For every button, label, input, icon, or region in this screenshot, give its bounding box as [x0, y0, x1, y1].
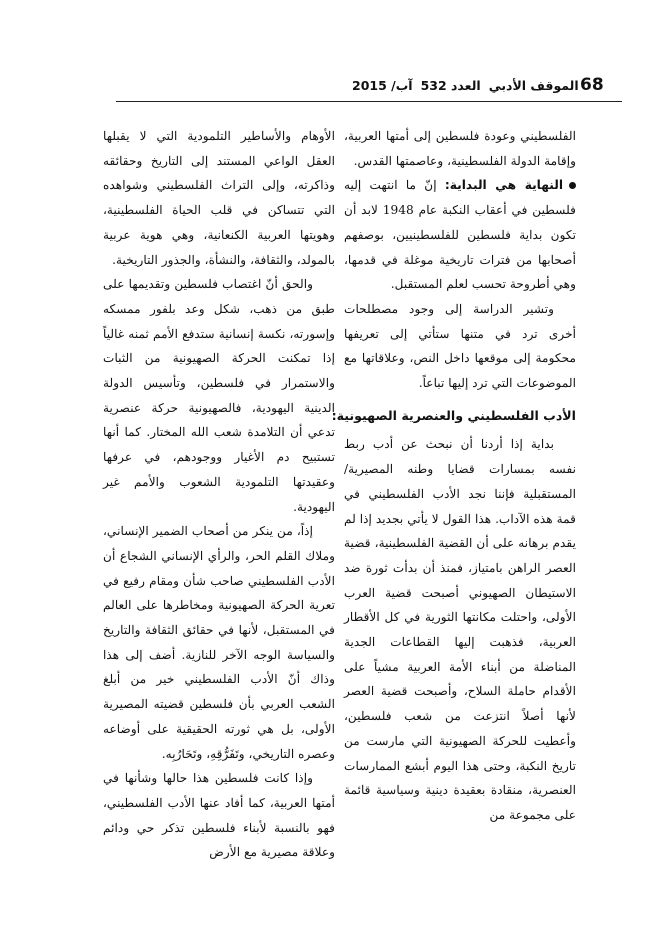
paragraph: وإذا كانت فلسطين هذا حالها وشأنها في أمتها العربية، كما أفاد عنها الأدب الفلسطيني، فهو بالنسبة لأبناء فلسطين تذكر حي ودائم وعلاقة مصيرية مع الأرض [103, 771, 335, 860]
left-column [103, 124, 335, 865]
issue-number: العدد 532 [420, 77, 481, 93]
paragraph: بداية إذا أردنا أن نبحث عن أدب ربط نفسه بمسارات قضايا وطنه المصيرية/ المستقبلية فإننا نجد الأدب الفلسطيني في قمة هذه الآداب. هذا القول لا يأتي بجديد إذا لم يقدم برهانه على أن القضية الفلسطينية، قضية العصر الراهن بامتياز، فمنذ أن بدأت ثورة ضد الاستيطان الصهيوني أصبحت قضية العرب الأولى، واحتلت مكانتها الثورية في كل الأقطار العربية، فذهبت إليها القطاعات الجدية المناضلة من أبناء الأمة العربية مشياً على الأقدام حاملة السلاح، وأصبحت قضية العصر لأنها أصلاً انتزعت من شعب فلسطين، وأعطيت للحركة الصهيونية التي مارست من تاريخ النكبة، وحتى هذا اليوم أبشع الممارسات العنصرية، منقادة بعقيدة دينية وسياسية قائمة على مجموعة من [344, 437, 576, 822]
section-heading: الأدب الفلسطيني والعنصرية الصهيونية: [331, 407, 576, 423]
bullet-text: إنّ ما انتهت إليه فلسطين في أعقاب النكبة عام 1948 لابد أن تكون بداية فلسطين للفلسطينيين، بوصفهم أصحابها من فترات تاريخية موغلة في قدمها، وهي أطروحة تحسب لعلم المستقبل. [344, 178, 576, 292]
page-number: 68 [580, 75, 604, 95]
issue-date: آب/ 2015 [352, 77, 413, 93]
header-rule [116, 101, 622, 102]
paragraph: والحق أنّ اغتصاب فلسطين وتقديمها على طبق من ذهب، شكل وعد بلفور ممسكه وإسورته، نكسة إنسانية ستدفع الأمم ثمنه غالياً إذا تمكنت الحركة الصهيونية من الثبات والاستمرار في فلسطين، وتأسيس الدولة الدينية اليهودية، فالصهيونية حركة عنصرية تدعي أن التلامدة شعب الله المختار. كما أنها تستبيح دم الأغيار ووجودهم، في عرفها وعقيدتها التلمودية الشعوب والأمم غير اليهودية. [103, 277, 335, 514]
magazine-title: الموقف الأدبي [488, 77, 579, 93]
paragraph: الفلسطيني وعودة فلسطين إلى أمتها العربية، وإقامة الدولة الفلسطينية، وعاصمتها القدس. [344, 129, 576, 168]
paragraph: إذاً، من ينكر من أصحاب الضمير الإنساني، وملاك القلم الحر، والرأي الإنساني الشجاع أن الأدب الفلسطيني صاحب شأن ومقام رفيع في تعرية الحركة الصهيونية ومخاطرها على العالم في المستقبل، لأنها في حقائق الثقافة والتاريخ والسياسة الوجه الآخر للنازية. أضف إلى هذا وذاك أنّ الأدب الفلسطيني خير من أبلغ الشعب العربي بأن فلسطين قضيته المصيرية الأولى، بل هي ثورته الحقيقية على أوضاعه وعصره التاريخي، وتَفَرُّقِهِ، وتَحَارُبِه. [103, 524, 335, 761]
running-header [352, 72, 579, 98]
bullet-icon [569, 182, 576, 189]
paragraph: الأوهام والأساطير التلمودية التي لا يقبلها العقل الواعي المستند إلى التاريخ وحقائقه وذاكرته، وإلى التراث الفلسطيني وشواهده التي تتساكن في قلب الحياة الفلسطينية، وهويتها العربية الكنعانية، وهي هوية عربية بالمولد، والثقافة، والنشأة، والجذور التاريخية. [103, 129, 335, 267]
paragraph: وتشير الدراسة إلى وجود مصطلحات أخرى ترد في متنها ستأتي إلى تعريفها محكومة إلى موقعها داخل النص، وعلاقاتها مع الموضوعات التي ترد إليها تباعاً. [344, 301, 576, 391]
bullet-paragraph [344, 173, 576, 297]
bullet-lead: النهاية هي البداية: [444, 178, 564, 193]
right-column [331, 124, 576, 828]
